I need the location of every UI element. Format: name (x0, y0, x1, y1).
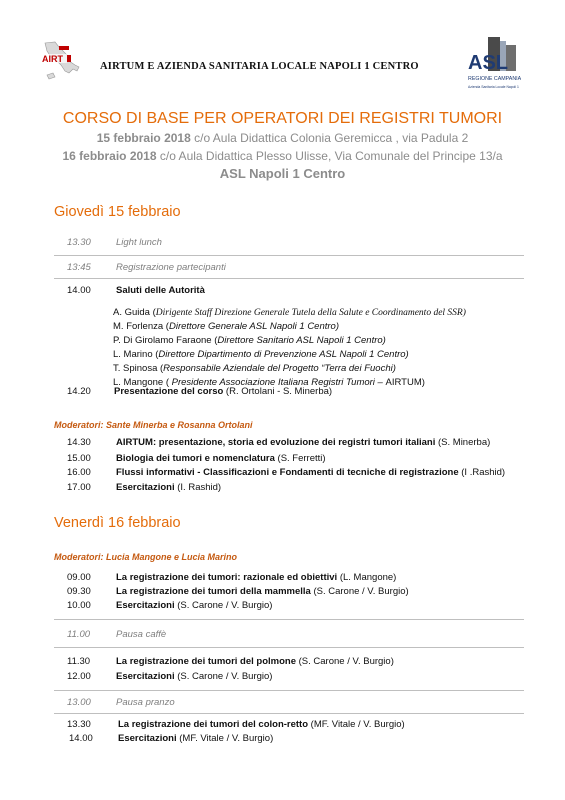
session-line: La registrazione dei tumori della mammella (S. Carone / V. Burgio) (116, 586, 409, 597)
greetings-text: Saluti delle Autorità (116, 285, 205, 296)
course-venue-2: c/o Aula Didattica Plesso Ulisse, Via Comunale del Principe 13/a (156, 149, 503, 163)
speaker-line: T. Spinosa (Responsabile Aziendale del Progetto “Terra dei Fuochi) (113, 363, 396, 374)
day2-moderators: Moderatori: Lucia Mangone e Lucia Marino (54, 552, 238, 562)
session-line: Flussi informativi - Classificazioni e Fondamenti di tecniche di registrazione (I .Rashid) (116, 467, 506, 478)
session-time: 10.00 (67, 600, 91, 611)
lunch-time: 13.30 (67, 237, 91, 248)
course-title: CORSO DI BASE PER OPERATORI DEI REGISTRI TUMORI (62, 110, 503, 127)
session-time: 13.30 (67, 719, 91, 730)
speaker-line: P. Di Girolamo Faraone (Direttore Sanitario ASL Napoli 1 Centro) (113, 335, 386, 346)
session-line: Biologia dei tumori e nomenclatura (S. Ferretti) (116, 453, 326, 464)
session-time: 09.00 (67, 572, 91, 583)
registration-time: 13:45 (67, 262, 91, 273)
airtum-logo-text: AIRT (42, 54, 63, 64)
course-venue-1: c/o Aula Didattica Colonia Geremicca , via Padula 2 (190, 131, 469, 145)
session-line: Esercitazioni (MF. Vitale / V. Burgio) (118, 733, 274, 744)
presentation-time: 14.20 (67, 386, 91, 397)
session-time: 15.00 (67, 453, 91, 464)
session-time: 11.30 (67, 656, 91, 667)
airtum-logo (39, 39, 83, 83)
speaker-line: M. Forlenza (Direttore Generale ASL Napoli 1 Centro) (113, 321, 339, 332)
divider (54, 278, 524, 279)
asl-logo-sub1: REGIONE CAMPANIA (468, 76, 521, 82)
lunch-break-text: Pausa pranzo (116, 697, 175, 708)
greetings-time: 14.00 (67, 285, 91, 296)
course-date-1: 15 febbraio 2018 (96, 131, 191, 145)
coffee-break-time: 11.00 (67, 629, 91, 640)
divider (54, 619, 524, 620)
session-line: La registrazione dei tumori: razionale ed obiettivi (L. Mangone) (116, 572, 397, 583)
speaker-line: A. Guida (Dirigente Staff Direzione Generale Tutela della Salute e Coordinamento del SSR) (113, 307, 466, 318)
lunch-text: Light lunch (116, 237, 162, 248)
session-line: La registrazione dei tumori del colon-retto (MF. Vitale / V. Burgio) (118, 719, 405, 730)
course-date-2: 16 febbraio 2018 (62, 149, 157, 163)
asl-logo-sub2: Azienda Sanitaria Locale Napoli 1 (468, 85, 519, 89)
day1-moderators: Moderatori: Sante Minerba e Rosanna Ortolani (54, 420, 253, 430)
presentation-line: Presentazione del corso (R. Ortolani - S. Minerba) (114, 386, 333, 397)
divider (54, 255, 524, 256)
session-line: Esercitazioni (S. Carone / V. Burgio) (116, 600, 273, 611)
session-line: Esercitazioni (I. Rashid) (116, 482, 222, 493)
registration-text: Registrazione partecipanti (116, 262, 226, 273)
day2-heading: Venerdì 16 febbraio (54, 515, 181, 531)
asl-logo-text: ASL (468, 52, 508, 74)
session-line: Esercitazioni (S. Carone / V. Burgio) (116, 671, 273, 682)
speaker-line: L. Mangone ( Presidente Associazione Italiana Registri Tumori – AIRTUM) (113, 377, 425, 388)
speaker-line: L. Marino (Direttore Dipartimento di Prevenzione ASL Napoli 1 Centro) (113, 349, 409, 360)
session-line: AIRTUM: presentazione, storia ed evoluzione dei registri tumori italiani (S. Minerba) (116, 437, 491, 448)
divider (54, 647, 524, 648)
divider (54, 713, 524, 714)
course-date-line-1 (0, 131, 565, 145)
session-time: 17.00 (67, 482, 91, 493)
session-time: 14.30 (67, 437, 91, 448)
session-line: La registrazione dei tumori del polmone (S. Carone / V. Burgio) (116, 656, 394, 667)
coffee-break-text: Pausa caffè (116, 629, 167, 640)
course-organizer: ASL Napoli 1 Centro (219, 166, 346, 181)
lunch-break-time: 13.00 (67, 697, 91, 708)
asl-logo (466, 35, 521, 93)
course-date-line-2 (0, 149, 565, 163)
session-time: 16.00 (67, 467, 91, 478)
session-time: 12.00 (67, 671, 91, 682)
session-time: 14.00 (69, 733, 93, 744)
day1-heading: Giovedì 15 febbraio (54, 204, 181, 220)
divider (54, 690, 524, 691)
session-time: 09.30 (67, 586, 91, 597)
header-title: AIRTUM E AZIENDA SANITARIA LOCALE NAPOLI 1 CENTRO (100, 61, 419, 72)
